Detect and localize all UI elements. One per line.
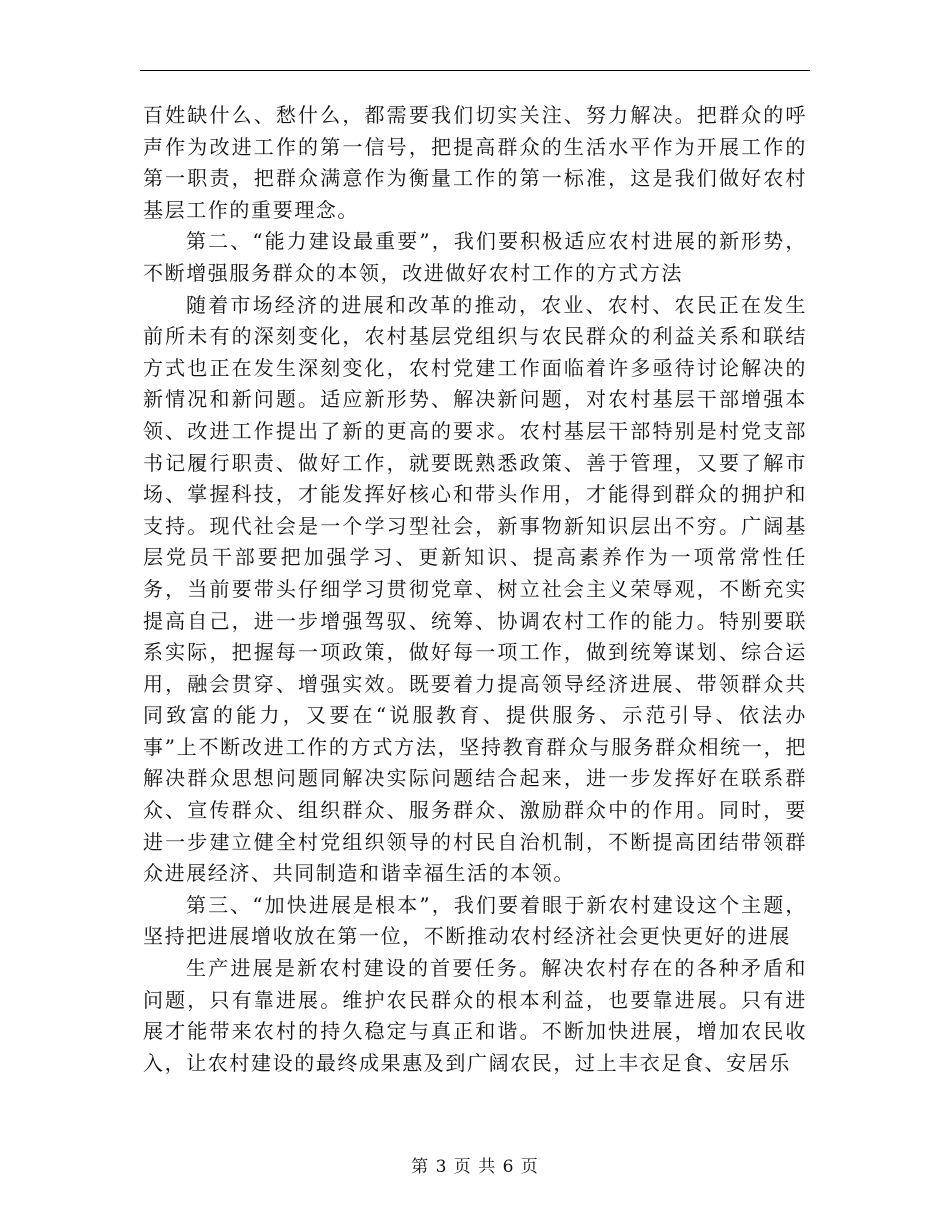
paragraph-5: 生产进展是新农村建设的首要任务。解决农村存在的各种矛盾和问题，只有靠进展。维护农民群众的根本利益，也要靠进展。只有进展才能带来农村的持久稳定与真正和谐。不断加快进展，增加农民收入，让农村建设的最终成果惠及到广阔农民，过上丰衣足食、安居乐 [143,956,807,1075]
paragraph-2-heading: 第二、“能力建设最重要”，我们要积极适应农村进展的新形势，不断增强服务群众的本领，改进做好农村工作的方式方法 [143,229,807,285]
page-footer: 第 3 页 共 6 页 [411,1157,539,1177]
body-text [143,100,807,1079]
paragraph-1: 百姓缺什么、愁什么，都需要我们切实关注、努力解决。把群众的呼声作为改进工作的第一信号，把提高群众的生活水平作为开展工作的第一职责，把群众满意作为衡量工作的第一标准，这是我们做好农村基层工作的重要理念。 [143,103,807,222]
paragraph-4-heading: 第三、“加快进展是根本”，我们要着眼于新农村建设这个主题，坚持把进展增收放在第一位，不断推动农村经济社会更快更好的进展 [143,892,807,949]
header-rule [140,70,810,71]
paragraph-3: 随着市场经济的进展和改革的推动，农业、农村、农民正在发生前所未有的深刻变化，农村基层党组织与农民群众的利益关系和联结方式也正在发生深刻变化，农村党建工作面临着许多亟待讨论解决的新情况和新问题。适应新形势、解决新问题，对农村基层干部增强本领、改进工作提出了新的更高的要求。农村基层干部特别是村党支部书记履行职责、做好工作，就要既熟悉政策、善于管理，又要了解市场、掌握科技，才能发挥好核心和带头作用，才能得到群众的拥护和支持。现代社会是一个学习型社会，新事物新知识层出不穷。广阔基层党员干部要把加强学习、更新知识、提高素养作为一项常常性任务，当前要带头仔细学习贯彻党章、树立社会主义荣辱观，不断充实提高自己，进一步增强驾驭、统筹、协调农村工作的能力。特别要联系实际，把握每一项政策，做好每一项工作，做到统筹谋划、综合运用，融会贯穿、增强实效。既要着力提高领导经济进展、带领群众共同致富的能力，又要在“说服教育、提供服务、示范引导、依法办事”上不断改进工作的方式方法，坚持教育群众与服务群众相统一，把解决群众思想问题同解决实际问题结合起来，进一步发挥好在联系群众、宣传群众、组织群众、服务群众、激励群众中的作用。同时，要进一步建立健全村党组织领导的村民自治机制，不断提高团结带领群众进展经济、共同制造和谐幸福生活的本领。 [143,292,807,886]
